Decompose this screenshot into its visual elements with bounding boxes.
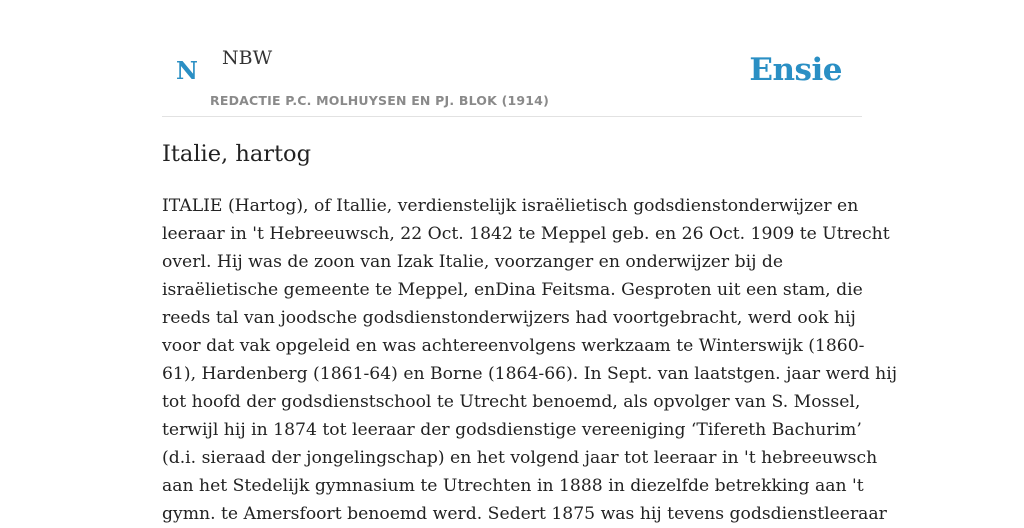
article-line: voor dat vak opgeleid en was achtereenvolgens werkzaam te Winterswijk (1860- <box>162 336 865 356</box>
brand-logo[interactable]: Ensie <box>749 52 842 88</box>
article-line: leeraar in 't Hebreeuwsch, 22 Oct. 1842 te Meppel geb. en 26 Oct. 1909 te Utrecht <box>162 224 890 244</box>
article-title: Italie, hartog <box>162 141 312 167</box>
source-subtitle: REDACTIE P.C. MOLHUYSEN EN PJ. BLOK (1914) <box>210 93 549 108</box>
article-line: tot hoofd der godsdienstschool te Utrecht benoemd, als opvolger van S. Mossel, <box>162 392 861 412</box>
article-line: reeds tal van joodsche godsdienstonderwijzers had voortgebracht, werd ook hij <box>162 308 856 328</box>
article-line: overl. Hij was de zoon van Izak Italie, voorzanger en onderwijzer bij de <box>162 252 784 272</box>
source-logo-icon[interactable]: N <box>176 56 198 85</box>
article-line: aan het Stedelijk gymnasium te Utrechten in 1888 in diezelfde betrekking aan 't <box>162 476 864 496</box>
article-line: ITALIE (Hartog), of Itallie, verdienstelijk israëlietisch godsdienstonderwijzer en <box>162 196 859 216</box>
source-name[interactable]: NBW <box>222 47 273 69</box>
article-body <box>162 192 898 528</box>
article-line: terwijl hij in 1874 tot leeraar der godsdienstige vereeniging ‘Tifereth Bachurim’ <box>162 420 862 440</box>
article-line: 61), Hardenberg (1861-64) en Borne (1864-66). In Sept. van laatstgen. jaar werd hij <box>162 364 898 384</box>
site-header <box>162 0 862 117</box>
article-line: israëlietische gemeente te Meppel, enDina Feitsma. Gesproten uit een stam, die <box>162 280 863 300</box>
article-line: gymn. te Amersfoort benoemd werd. Sedert 1875 was hij tevens godsdienstleeraar <box>162 504 887 524</box>
article-line: (d.i. sieraad der jongelingschap) en het volgend jaar tot leeraar in 't hebreeuwsch <box>162 448 878 468</box>
